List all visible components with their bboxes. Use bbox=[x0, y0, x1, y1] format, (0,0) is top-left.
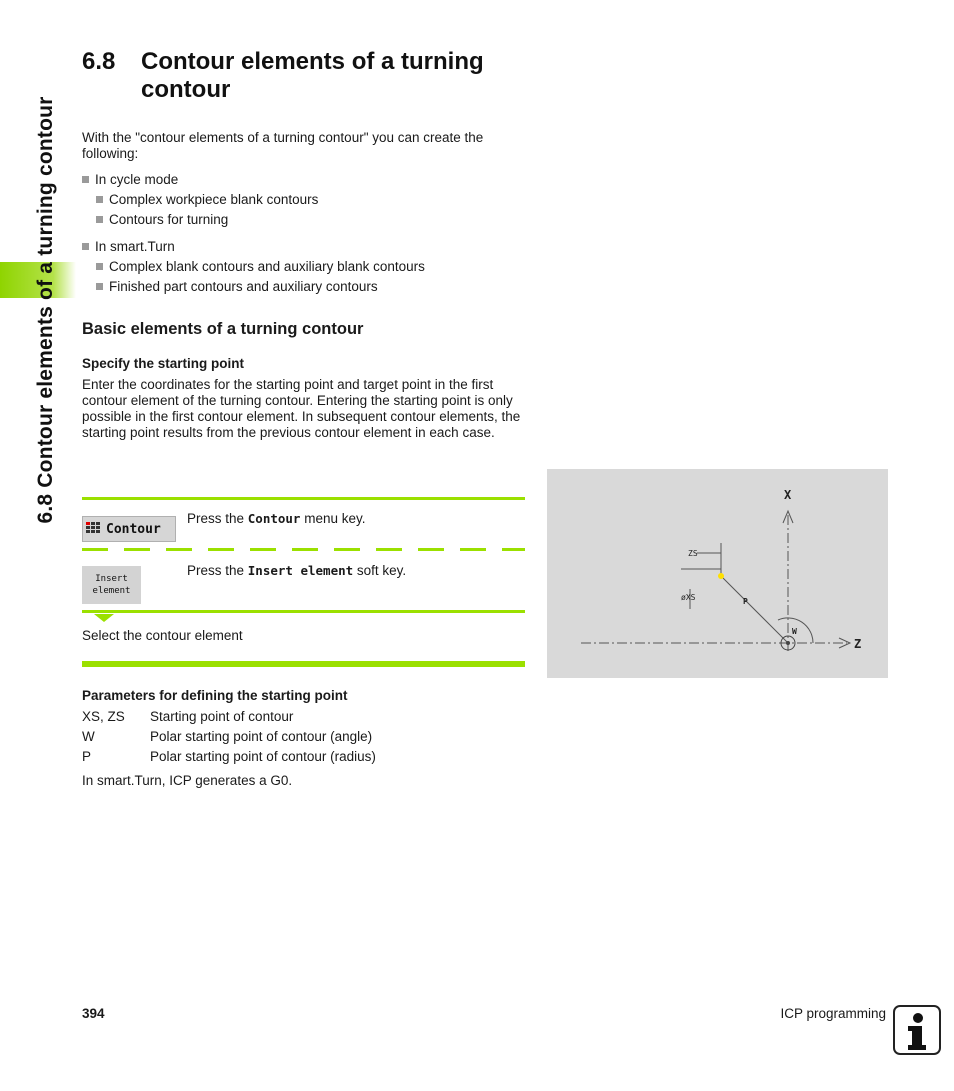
chapter-title: ICP programming bbox=[780, 1006, 886, 1021]
section-heading: Basic elements of a turning contour bbox=[82, 320, 364, 338]
subheading: Specify the starting point bbox=[82, 356, 245, 371]
contour-menu-key[interactable] bbox=[82, 516, 176, 542]
table-row: W Polar starting point of contour (angle) bbox=[82, 728, 373, 744]
key-name: Contour bbox=[247, 511, 301, 526]
step-divider-top bbox=[82, 497, 525, 500]
table-row: XS, ZS Starting point of contour bbox=[82, 708, 294, 724]
info-glyph bbox=[895, 1007, 939, 1053]
step-divider-bottom bbox=[82, 661, 525, 667]
bullet-list bbox=[82, 169, 532, 229]
start-point-marker bbox=[718, 573, 724, 579]
list-item: In cycle mode bbox=[82, 169, 532, 189]
list-item: Finished part contours and auxiliary contours bbox=[82, 276, 532, 296]
section-number: 6.8 bbox=[82, 48, 116, 75]
bullet-square-icon bbox=[96, 216, 103, 223]
contour-grid-icon bbox=[86, 522, 102, 536]
note-text: In smart.Turn, ICP generates a G0. bbox=[82, 773, 293, 788]
page-number: 394 bbox=[82, 1006, 105, 1021]
side-title bbox=[26, 40, 66, 580]
bullet-square-icon bbox=[82, 243, 89, 250]
step-arrow-icon bbox=[94, 614, 114, 622]
params-heading: Parameters for defining the starting point bbox=[82, 688, 348, 703]
step-1-text: Press the Contour menu key. bbox=[187, 511, 366, 526]
list-item: Contours for turning bbox=[82, 209, 532, 229]
bullet-square-icon bbox=[96, 283, 103, 290]
p-radius-line bbox=[721, 576, 788, 643]
contour-key-label: Contour bbox=[106, 521, 161, 537]
step-2-text: Press the Insert element soft key. bbox=[187, 563, 407, 578]
list-item: Complex workpiece blank contours bbox=[82, 189, 532, 209]
side-title-text: 6.8 Contour elements of a turning contour bbox=[34, 96, 57, 524]
step-divider-mid bbox=[82, 610, 525, 613]
page-title bbox=[82, 48, 542, 104]
params-table bbox=[82, 706, 376, 766]
step-3-text: Select the contour element bbox=[82, 628, 243, 643]
xs-label: øXS bbox=[681, 593, 696, 602]
list-item: In smart.Turn bbox=[82, 236, 532, 256]
zs-label: ZS bbox=[688, 549, 698, 558]
section-title: Contour elements of a turning contour bbox=[141, 48, 484, 103]
bullet-square-icon bbox=[96, 263, 103, 270]
starting-point-diagram bbox=[547, 469, 888, 678]
z-axis-label: Z bbox=[854, 637, 862, 651]
step-dashed-divider bbox=[82, 548, 525, 551]
body-paragraph: Enter the coordinates for the starting point and target point in the first contour element of the turning contour. Entering the starting point is only possible in the first contour element. In subsequent contour elements, the starting point results from the previous contour element in each case. bbox=[82, 377, 521, 440]
origin-dot bbox=[786, 641, 790, 645]
diagram-svg bbox=[547, 469, 888, 678]
key-name: Insert element bbox=[247, 563, 354, 578]
bullet-square-icon bbox=[82, 176, 89, 183]
intro-text: With the "contour elements of a turning contour" you can create the following: bbox=[82, 130, 484, 161]
info-icon bbox=[893, 1005, 941, 1055]
bullet-square-icon bbox=[96, 196, 103, 203]
x-axis-label: X bbox=[784, 488, 792, 502]
p-label: P bbox=[743, 597, 748, 606]
table-row: P Polar starting point of contour (radius) bbox=[82, 748, 376, 764]
insert-element-softkey[interactable]: Insert element bbox=[82, 566, 141, 604]
bullet-list bbox=[82, 236, 532, 296]
list-item: Complex blank contours and auxiliary blank contours bbox=[82, 256, 532, 276]
w-label: W bbox=[792, 627, 797, 636]
